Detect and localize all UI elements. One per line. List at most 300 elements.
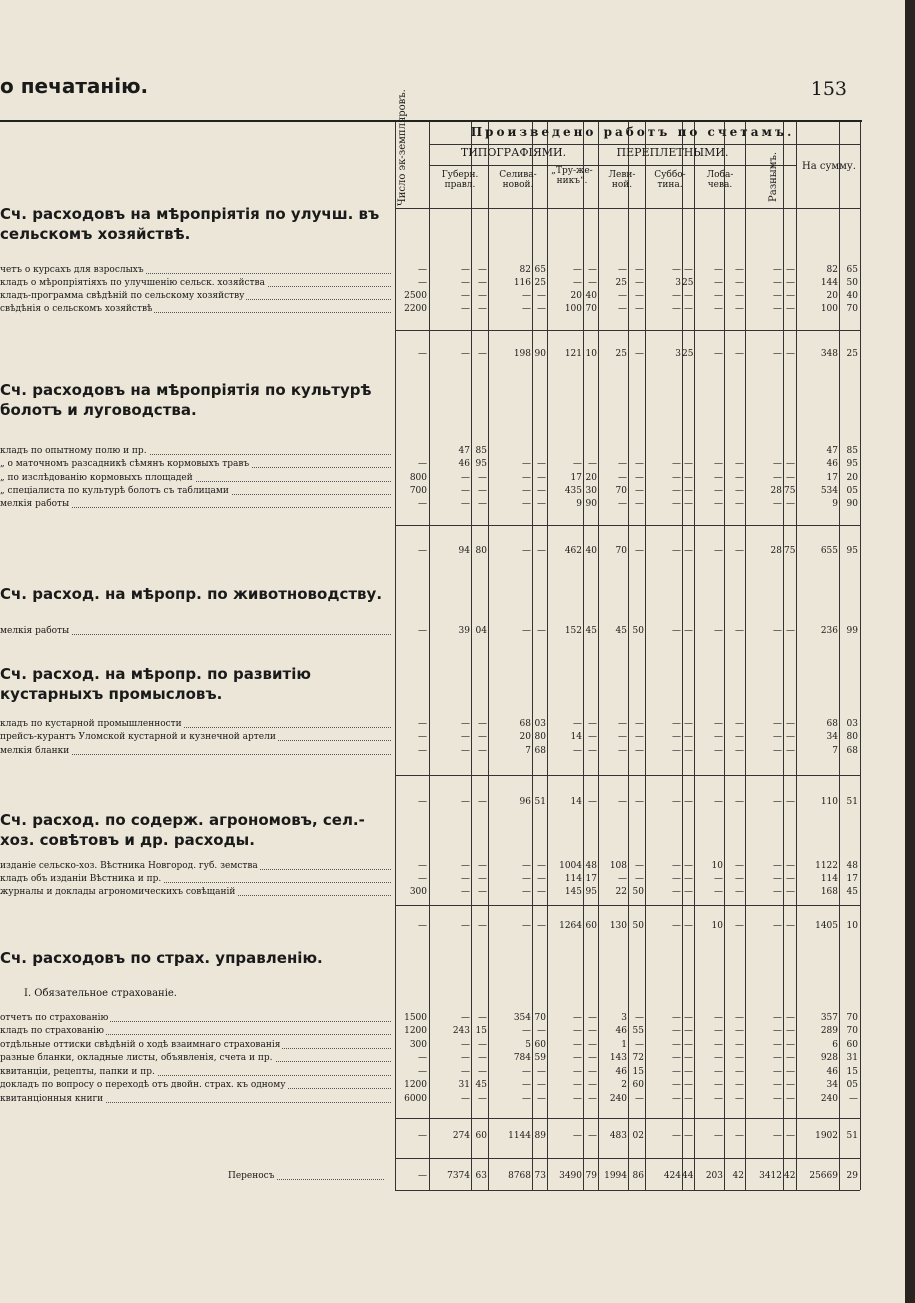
table-cell: — [618,304,627,314]
table-cell: 1004 [559,861,582,871]
table-cell: — [672,746,681,756]
table-cell: — [672,473,681,483]
table-cell: — [478,1094,487,1104]
table-cell: — [714,1013,723,1023]
table-cell: 25 [615,349,627,359]
table-cell: — [735,1040,744,1050]
table-cell: — [735,459,744,469]
table-cell: 236 [820,626,838,636]
table-cell: 03 [846,719,858,729]
table-cell: 3 [675,349,681,359]
table-cell: — [522,459,531,469]
table-cell: — [635,486,644,496]
table-cell: — [773,887,782,897]
table-cell: — [672,797,681,807]
table-cell: — [684,626,693,636]
table-cell: 46 [826,459,838,469]
table-cell: — [714,1026,723,1036]
table-cell: — [735,797,744,807]
table-cell: 348 [820,349,838,359]
table-cell: — [635,459,644,469]
table-cell: — [573,1094,582,1104]
table-cell: — [522,304,531,314]
table-cell: 20 [846,473,858,483]
table-cell: — [786,921,795,931]
table-cell: — [461,304,470,314]
grid-line [395,330,860,331]
table-cell: — [461,1040,470,1050]
row-label [0,731,395,743]
table-cell: 34 [826,732,838,742]
table-cell: — [684,874,693,884]
row-label-text: „ спеціалиста по культурѣ болотъ съ таблицами [0,486,229,496]
table-cell: 90 [585,499,597,509]
row-label-text: кладъ по страхованію [0,1026,104,1036]
table-cell: — [735,499,744,509]
table-cell: 17 [846,874,858,884]
copies-column-header: Число эк-земпляровъ. [397,89,408,206]
table-cell: 300 [409,887,427,897]
table-cell: — [849,1094,858,1104]
table-cell: — [684,304,693,314]
table-cell: — [635,546,644,556]
table-cell: — [461,486,470,496]
table-cell: 110 [820,797,838,807]
table-cell: 79 [585,1171,597,1181]
table-cell: — [773,746,782,756]
table-cell: 144 [820,278,838,288]
row-label-text: разные бланки, окладные листы, объявленія, счета и пр. [0,1053,273,1063]
table-cell: — [735,1094,744,1104]
table-cell: 31 [458,1080,470,1090]
table-cell: 85 [475,446,487,456]
table-cell: — [418,499,427,509]
table-cell: — [786,861,795,871]
table-cell: — [478,349,487,359]
table-cell: — [618,797,627,807]
table-cell: — [588,746,597,756]
table-cell: 22 [615,887,627,897]
row-label-text: квитанціи, рецепты, папки и пр. [0,1067,155,1077]
table-cell: 1122 [815,861,838,871]
table-cell: — [573,278,582,288]
table-cell: 48 [585,861,597,871]
row-label-text: мелкія работы [0,626,70,636]
table-cell: 3 [675,278,681,288]
table-cell: — [588,732,597,742]
table-cell: — [786,459,795,469]
table-cell: — [478,874,487,884]
table-cell: — [786,1080,795,1090]
table-cell: 70 [846,1026,858,1036]
table-cell: — [461,1053,470,1063]
table-cell: 145 [564,887,582,897]
table-cell: 40 [846,291,858,301]
table-cell: 65 [534,265,546,275]
table-cell: — [635,499,644,509]
table-cell: — [461,265,470,275]
table-cell: 25 [682,278,694,288]
table-cell: — [461,861,470,871]
table-cell: — [684,1094,693,1104]
table-cell: — [588,1067,597,1077]
table-cell: 100 [564,304,582,314]
table-cell: — [573,1026,582,1036]
table-cell: — [537,304,546,314]
table-cell: 51 [846,1131,858,1141]
table-cell: — [786,1094,795,1104]
section-title: Сч. расходовъ на мѣропріятія по культурѣ болотъ и луговодства. [0,381,372,419]
table-cell: — [672,1080,681,1090]
table-cell: — [418,278,427,288]
table-cell: — [786,732,795,742]
table-cell: — [773,291,782,301]
table-cell: 28 [770,546,782,556]
row-label [0,873,395,885]
row-label-text: „ по изслѣдованію кормовыхъ площадей [0,473,193,483]
table-cell: 94 [458,546,470,556]
table-cell: — [672,1026,681,1036]
table-cell: — [735,887,744,897]
table-cell: — [773,719,782,729]
table-cell: — [635,874,644,884]
table-cell: — [588,265,597,275]
table-cell: — [714,291,723,301]
table-cell: 462 [564,546,582,556]
table-cell: — [735,546,744,556]
typography-header: ТИПОГРАФІЯМИ. [460,146,567,159]
grid-line [860,122,861,1190]
table-cell: 50 [632,626,644,636]
row-label [0,290,395,302]
table-cell: — [773,278,782,288]
row-label-text: четъ о курсахъ для взрослыхъ [0,265,144,275]
table-cell: — [461,921,470,931]
table-cell: — [418,459,427,469]
table-cell: — [461,349,470,359]
table-cell: 45 [585,626,597,636]
table-cell: 82 [826,265,838,275]
section-title: Сч. расход. по содерж. агрономовъ, сел.-хоз. совѣтовъ и др. расходы. [0,811,365,849]
table-cell: — [672,861,681,871]
table-cell: — [684,1026,693,1036]
table-cell: 68 [846,746,858,756]
table-cell: — [478,732,487,742]
table-cell: — [786,1053,795,1063]
table-cell: — [478,1067,487,1077]
table-cell: — [522,626,531,636]
table-cell: — [588,1094,597,1104]
table-cell: 68 [826,719,838,729]
table-cell: 300 [409,1040,427,1050]
table-cell: — [588,1040,597,1050]
table-cell: 2500 [404,291,427,301]
table-cell: 8768 [508,1171,531,1181]
table-cell: — [522,921,531,931]
table-cell: — [773,304,782,314]
table-cell: — [684,1013,693,1023]
table-cell: — [672,626,681,636]
table-cell: — [478,304,487,314]
table-cell: 82 [519,265,531,275]
table-cell: — [714,732,723,742]
grid-line [745,122,746,1190]
table-cell: 3490 [559,1171,582,1181]
table-cell: 10 [846,921,858,931]
table-cell: — [635,861,644,871]
table-cell: 121 [564,349,582,359]
grid-line [429,165,796,166]
table-cell: — [735,349,744,359]
table-cell: — [478,1053,487,1063]
table-cell: — [714,499,723,509]
table-cell: 14 [570,797,582,807]
table-cell: 25669 [809,1171,838,1181]
table-cell: 20 [519,732,531,742]
table-cell: — [588,278,597,288]
table-cell: — [672,874,681,884]
table-cell: — [684,459,693,469]
table-cell: — [672,1053,681,1063]
grid-line [395,208,860,209]
table-cell: — [588,719,597,729]
table-cell: — [773,874,782,884]
table-cell: — [537,1094,546,1104]
table-cell: — [714,459,723,469]
table-cell: — [537,1067,546,1077]
table-cell: — [478,1040,487,1050]
page-header: о печатанію. [0,74,149,98]
table-cell: — [672,921,681,931]
table-cell: 6000 [404,1094,427,1104]
table-cell: — [478,1013,487,1023]
row-label [0,860,395,872]
table-cell: — [786,719,795,729]
table-cell: 1144 [508,1131,531,1141]
subb-header: Суббо-тина. [654,170,686,190]
table-cell: — [635,291,644,301]
table-cell: — [461,746,470,756]
table-cell: — [735,473,744,483]
table-cell: 70 [585,304,597,314]
table-cell: 1500 [404,1013,427,1023]
grid-line [429,144,860,145]
table-cell: 99 [846,626,858,636]
table-cell: 108 [609,861,627,871]
table-cell: — [672,486,681,496]
table-cell: 73 [534,1171,546,1181]
table-cell: — [684,887,693,897]
table-cell: — [714,486,723,496]
table-cell: 1200 [404,1026,427,1036]
table-cell: — [588,1013,597,1023]
table-cell: 354 [513,1013,531,1023]
table-cell: 9 [832,499,838,509]
table-cell: — [618,732,627,742]
table-cell: 04 [475,626,487,636]
table-cell: — [618,874,627,884]
row-label [0,445,395,457]
table-cell: — [735,291,744,301]
table-cell: 928 [820,1053,838,1063]
table-cell: — [537,874,546,884]
table-cell: — [684,732,693,742]
table-cell: — [735,486,744,496]
table-cell: — [588,797,597,807]
table-cell: — [684,265,693,275]
row-label [0,1012,395,1024]
table-cell: — [635,797,644,807]
table-cell: 25 [615,278,627,288]
table-cell: — [672,499,681,509]
table-cell: 46 [458,459,470,469]
table-cell: 34 [826,1080,838,1090]
table-cell: — [635,1094,644,1104]
subsection-note: I. Обязательное страхованіе. [24,988,177,999]
table-cell: — [635,1040,644,1050]
table-cell: 114 [820,874,838,884]
row-label-text: квитанціонныя книги [0,1094,104,1104]
grid-line [395,1190,860,1191]
table-cell: — [786,1131,795,1141]
table-cell: 48 [846,861,858,871]
table-cell: 25 [846,349,858,359]
row-label [0,718,395,730]
table-cell: — [672,732,681,742]
table-cell: 25 [534,278,546,288]
table-cell: — [478,746,487,756]
table-cell: — [714,746,723,756]
section-title: Сч. расходовъ на мѣропріятія по улучш. въ сельскомъ хозяйствѣ. [0,205,380,243]
table-cell: — [684,291,693,301]
table-cell: 70 [615,546,627,556]
table-cell: — [461,719,470,729]
table-cell: — [635,732,644,742]
group-title: Произведено работъ по счетамъ. [470,125,795,139]
table-cell: 46 [615,1026,627,1036]
table-cell: — [773,1026,782,1036]
table-cell: — [684,921,693,931]
table-cell: — [478,499,487,509]
table-cell: — [714,546,723,556]
row-label-text: кладъ по опытному полю и пр. [0,446,147,456]
row-label-text: докладъ по вопросу о переходѣ отъ двойн. страх. къ одному [0,1080,286,1090]
table-cell: — [672,1040,681,1050]
table-cell: — [418,861,427,871]
table-cell: — [684,1040,693,1050]
table-cell: 95 [846,459,858,469]
table-cell: 40 [585,546,597,556]
table-cell: 784 [513,1053,531,1063]
table-cell: — [672,459,681,469]
table-cell: — [588,1026,597,1036]
table-cell: 2200 [404,304,427,314]
section-title: Сч. расход. на мѣропр. по животноводству. [0,585,383,603]
table-cell: — [714,304,723,314]
table-cell: — [735,861,744,871]
table-cell: — [618,746,627,756]
table-cell: — [684,1067,693,1077]
row-label [0,485,395,497]
table-cell: 03 [534,719,546,729]
table-cell: 95 [585,887,597,897]
table-cell: 68 [519,719,531,729]
table-cell: — [786,499,795,509]
table-cell: — [635,1013,644,1023]
table-cell: — [522,291,531,301]
table-cell: — [773,797,782,807]
table-cell: — [773,921,782,931]
table-cell: 15 [846,1067,858,1077]
gub-header: Губерн. правл. [441,170,479,190]
table-cell: — [461,499,470,509]
table-cell: — [573,1040,582,1050]
table-cell: 17 [570,473,582,483]
section-title: Сч. расход. на мѣропр. по развитію кустарныхъ промысловъ. [0,665,311,703]
table-cell: — [773,1013,782,1023]
table-cell: — [588,1080,597,1090]
table-cell: — [522,887,531,897]
table-cell: — [735,874,744,884]
table-cell: — [418,746,427,756]
table-cell: — [786,887,795,897]
table-cell: 483 [609,1131,627,1141]
table-cell: 70 [615,486,627,496]
table-cell: — [714,1094,723,1104]
row-label-text: „ о маточномъ разсадникѣ сѣмянъ кормовыхъ травъ [0,459,250,469]
table-cell: — [714,278,723,288]
table-cell: — [786,626,795,636]
table-cell: — [684,1131,693,1141]
table-cell: — [461,1094,470,1104]
table-cell: — [573,265,582,275]
table-cell: — [635,278,644,288]
table-cell: 65 [846,265,858,275]
table-cell: 655 [820,546,838,556]
table-cell: 20 [826,291,838,301]
table-cell: — [573,1080,582,1090]
table-cell: 20 [585,473,597,483]
table-cell: — [773,1080,782,1090]
table-cell: — [418,1053,427,1063]
table-cell: — [672,887,681,897]
table-cell: — [573,1131,582,1141]
table-cell: — [684,546,693,556]
table-cell: — [461,473,470,483]
table-cell: 152 [564,626,582,636]
table-cell: 68 [534,746,546,756]
row-label [0,1025,395,1037]
table-cell: 96 [519,797,531,807]
table-cell: 80 [846,732,858,742]
table-cell: 72 [632,1053,644,1063]
table-cell: — [461,797,470,807]
table-cell: — [714,874,723,884]
table-cell: — [478,797,487,807]
table-cell: — [635,349,644,359]
table-cell: 55 [632,1026,644,1036]
table-cell: 80 [534,732,546,742]
table-cell: — [573,1053,582,1063]
table-cell: — [418,732,427,742]
table-cell: 17 [585,874,597,884]
table-cell: 114 [564,874,582,884]
page-number: 153 [810,78,847,100]
table-cell: 130 [609,921,627,931]
levin-header: Леви-ной. [608,170,636,190]
table-cell: — [418,1131,427,1141]
table-cell: 435 [564,486,582,496]
